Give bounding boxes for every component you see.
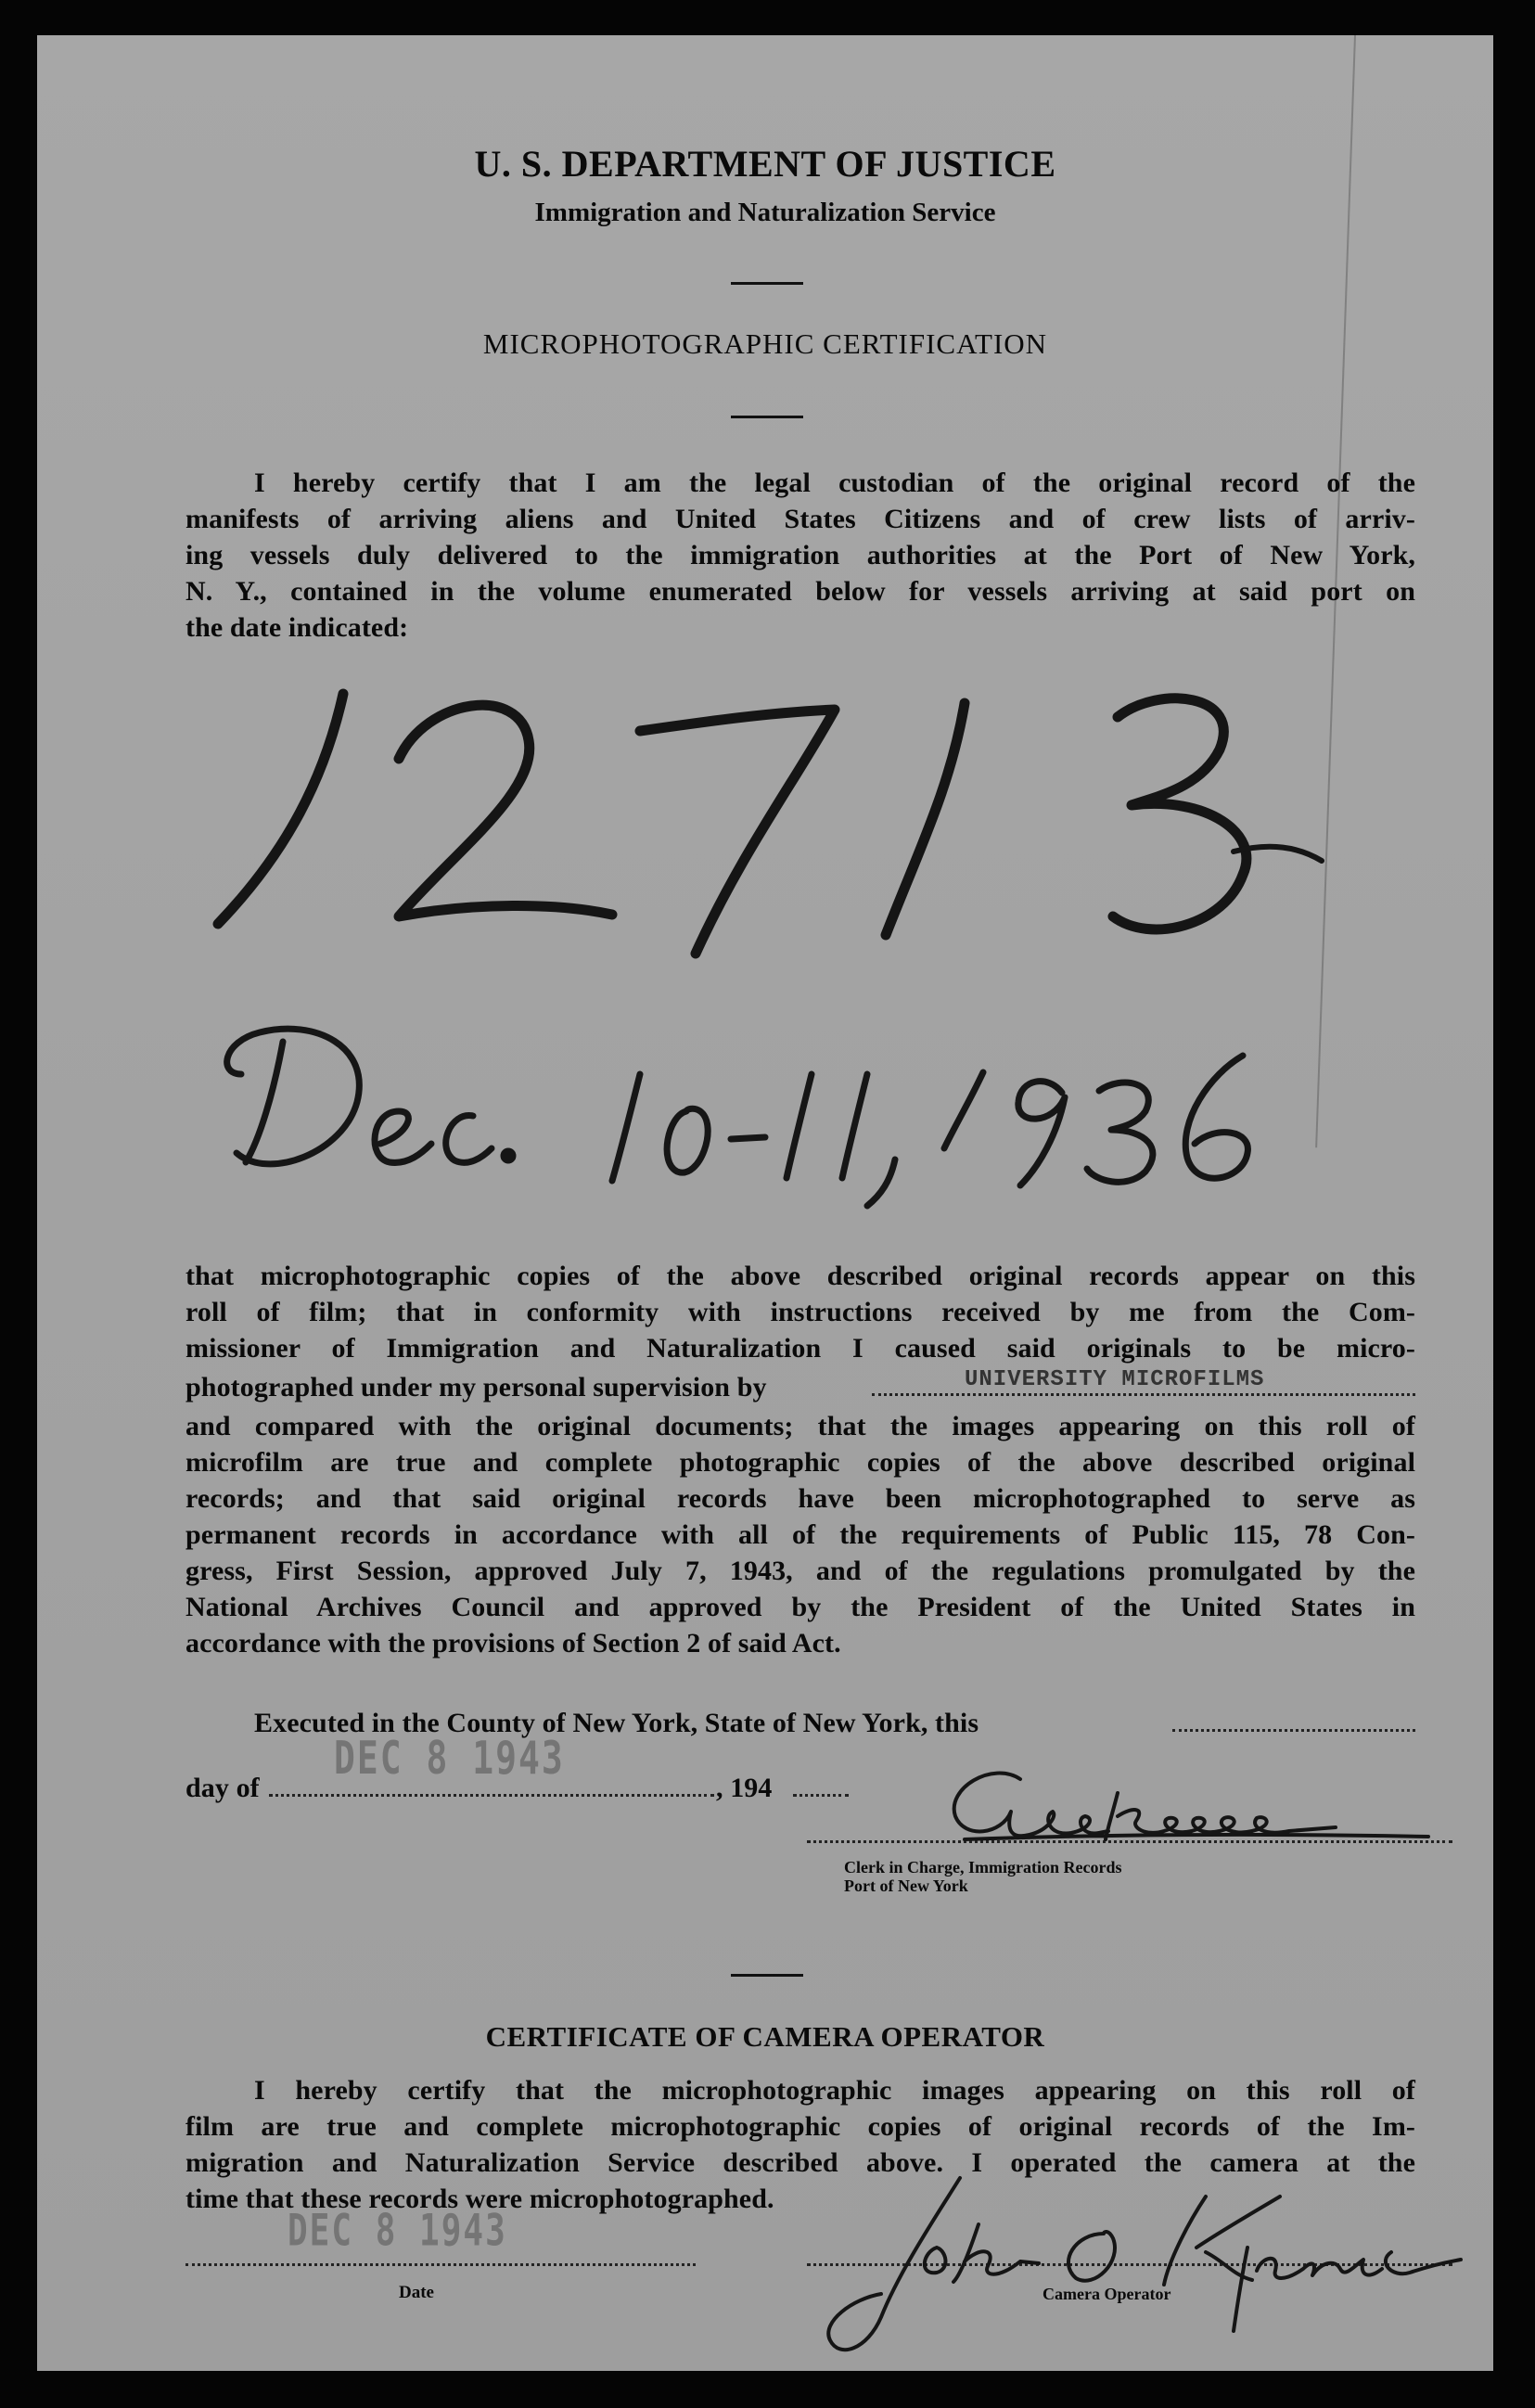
copies-paragraph xyxy=(185,1258,1415,1661)
paragraph-line: National Archives Council and approved by the President of the United States in xyxy=(185,1592,1415,1622)
camera-date-stamp: DEC 8 1943 xyxy=(288,2206,507,2257)
paragraph-line: time that these records were microphotographed. xyxy=(185,2184,774,2214)
paragraph-line: N. Y., contained in the volume enumerated below for vessels arriving at said port on xyxy=(185,576,1415,607)
paragraph-line: microfilm are true and complete photographic copies of the above described original xyxy=(185,1447,1415,1478)
certificate-page xyxy=(37,35,1493,2371)
date-stamp: DEC 8 1943 xyxy=(334,1731,565,1785)
day-blank xyxy=(1172,1729,1415,1732)
paragraph-line: records; and that said original records have been microphotographed to serve as xyxy=(185,1483,1415,1514)
camera-certificate-heading: CERTIFICATE OF CAMERA OPERATOR xyxy=(485,2020,1045,2053)
service-subheading: Immigration and Naturalization Service xyxy=(534,198,996,227)
month-blank xyxy=(269,1794,714,1797)
date-line xyxy=(185,2263,696,2266)
certification-title: MICROPHOTOGRAPHIC CERTIFICATION xyxy=(482,327,1048,360)
clerk-title: Clerk in Charge, Immigration Records xyxy=(844,1858,1122,1876)
department-heading: U. S. DEPARTMENT OF JUSTICE xyxy=(474,143,1056,185)
paragraph-line: ing vessels duly delivered to the immigration authorities at the Port of New York, xyxy=(185,540,1415,570)
supervision-line xyxy=(185,1369,1415,1408)
paragraph-line: migration and Naturalization Service described above. I operated the camera at the xyxy=(185,2147,1415,2178)
paragraph-line: manifests of arriving aliens and United States Citizens and of crew lists of arriv- xyxy=(185,504,1415,534)
paragraph-line: film are true and complete microphotographic copies of original records of the Im- xyxy=(185,2111,1415,2142)
clerk-office: Port of New York xyxy=(844,1876,968,1895)
paragraph-line: I hereby certify that I am the legal custodian of the original record of the xyxy=(254,468,1415,498)
operator-signature xyxy=(798,2159,1465,2373)
executed-text: Executed in the County of New York, State of New York, this xyxy=(254,1708,979,1738)
divider xyxy=(731,1974,803,1977)
paragraph-line: and compared with the original documents; that the images appearing on this roll of xyxy=(185,1411,1415,1441)
date-label: Date xyxy=(399,2283,434,2302)
paragraph-line: gress, First Session, approved July 7, 1943, and of the regulations promulgated by the xyxy=(185,1556,1415,1586)
paragraph-line: roll of film; that in conformity with instructions received by me from the Com- xyxy=(185,1297,1415,1327)
year-blank xyxy=(793,1794,849,1797)
year-prefix: , 194 xyxy=(716,1773,773,1803)
paragraph-line: that microphotographic copies of the above described original records appear on this xyxy=(185,1261,1415,1291)
paragraph-line: permanent records in accordance with all of the requirements of Public 115, 78 Con- xyxy=(185,1519,1415,1550)
day-of-label: day of xyxy=(185,1773,260,1803)
paragraph-line: the date indicated: xyxy=(185,612,409,643)
paragraph-line: photographed under my personal supervision by xyxy=(185,1372,767,1403)
camera-operator-label: Camera Operator xyxy=(1043,2285,1171,2303)
paragraph-line: I hereby certify that the microphotographic images appearing on this roll of xyxy=(254,2075,1415,2106)
clerk-signature xyxy=(909,1751,1447,1853)
typed-company-name: UNIVERSITY MICROFILMS xyxy=(965,1367,1265,1392)
paragraph-line: accordance with the provisions of Section 2 of said Act. xyxy=(185,1628,841,1659)
paragraph-line: missioner of Immigration and Naturalization I caused said originals to be micro- xyxy=(185,1333,1415,1364)
